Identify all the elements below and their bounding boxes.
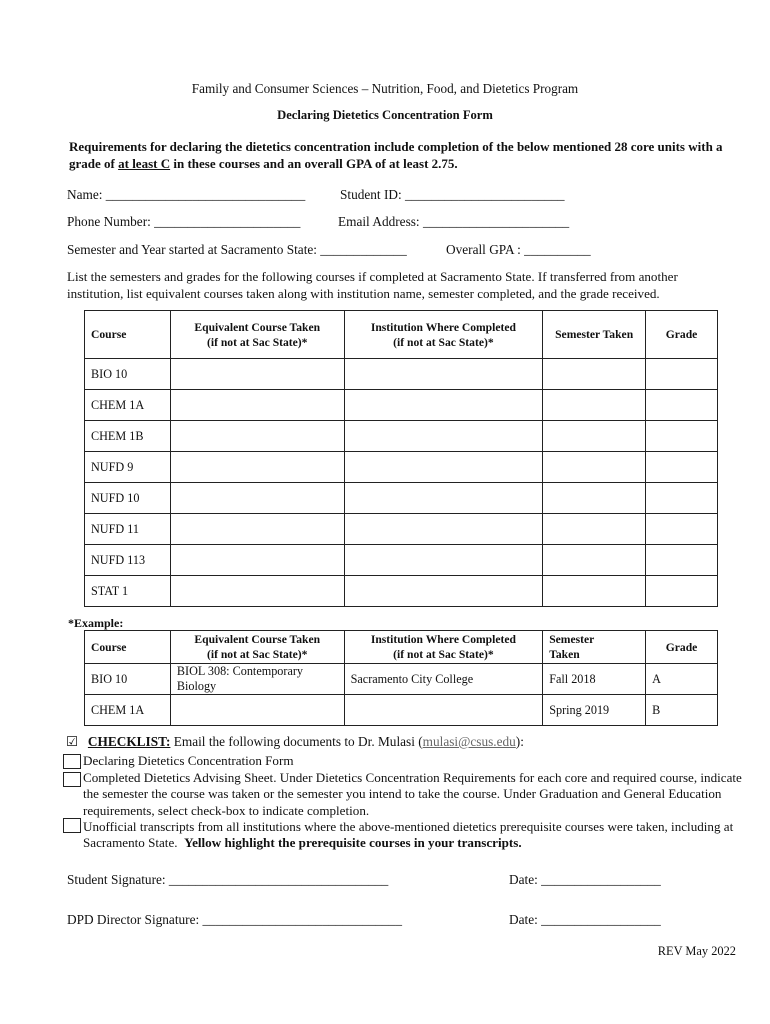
institution-cell[interactable] (344, 452, 543, 483)
example-table (84, 630, 718, 726)
phone-field[interactable]: Phone Number: ______________________ (67, 214, 301, 229)
example-grade-cell: A (646, 664, 718, 695)
checklist-intro: Email the following documents to Dr. Mulasi ( (170, 734, 423, 749)
example-col-institution (344, 631, 543, 664)
example-equivalent-line1: BIOL 308: Contemporary (176, 664, 304, 678)
course-cell: BIO 10 (85, 359, 171, 390)
example-course-cell: CHEM 1A (85, 695, 171, 726)
requirements-part2: in these courses and an overall GPA of at least 2.75. (170, 156, 458, 171)
col-institution-line2: (if not at Sac State)* (393, 335, 494, 349)
institution-cell[interactable] (344, 483, 543, 514)
course-cell: NUFD 113 (85, 545, 171, 576)
course-cell: CHEM 1A (85, 390, 171, 421)
semester-cell[interactable] (543, 514, 646, 545)
table-row (85, 421, 718, 452)
grade-cell[interactable] (646, 421, 718, 452)
equivalent-cell[interactable] (170, 421, 344, 452)
program-header: Family and Consumer Sciences – Nutrition, Food, and Dietetics Program (191, 81, 579, 96)
student-id-field[interactable]: Student ID: ________________________ (340, 187, 565, 202)
grade-cell[interactable] (646, 452, 718, 483)
checkbox-advising-sheet[interactable] (63, 772, 81, 787)
col-institution-line1: Institution Where Completed (370, 320, 516, 334)
checkbox-form[interactable] (63, 754, 81, 769)
requirements-part1: Requirements for declaring the dietetics concentration include completion of the below mentioned 28 core units with a grade of (69, 139, 723, 171)
example-col-equivalent-line2: (if not at Sac State)* (207, 648, 308, 661)
example-equivalent-line2: Biology (176, 679, 217, 693)
example-col-grade: Grade (646, 631, 718, 664)
col-equivalent (170, 311, 344, 359)
table-row (85, 545, 718, 576)
table-row (85, 359, 718, 390)
example-col-course: Course (85, 631, 171, 664)
semester-start-field[interactable]: Semester and Year started at Sacramento State: _____________ (67, 242, 407, 257)
example-table-header (85, 631, 718, 664)
example-semester-cell: Spring 2019 (543, 695, 646, 726)
example-equivalent-cell (170, 664, 344, 695)
course-cell: NUFD 10 (85, 483, 171, 514)
semester-cell[interactable] (543, 390, 646, 421)
checkbox-transcripts[interactable] (63, 818, 81, 833)
checklist-item-transcripts (83, 819, 743, 852)
checklist-label: CHECKLIST: (87, 734, 171, 749)
table-row (85, 452, 718, 483)
grade-cell[interactable] (646, 545, 718, 576)
example-col-semester-line2: Taken (549, 648, 580, 661)
semester-cell[interactable] (543, 421, 646, 452)
course-cell: STAT 1 (85, 576, 171, 607)
course-table (84, 310, 718, 607)
director-signature-line[interactable]: DPD Director Signature: ______________________________ (67, 912, 402, 927)
student-signature-line[interactable]: Student Signature: _________________________________ (67, 872, 389, 887)
institution-cell[interactable] (344, 576, 543, 607)
grade-cell[interactable] (646, 576, 718, 607)
institution-cell[interactable] (344, 421, 543, 452)
example-col-institution-line1: Institution Where Completed (370, 633, 516, 646)
semester-cell[interactable] (543, 483, 646, 514)
institution-cell[interactable] (344, 514, 543, 545)
course-table-header (85, 311, 718, 359)
checkmark-icon: ☑ (66, 734, 78, 749)
transcripts-text: Unofficial transcripts from all institutions where the above-mentioned dietetics prerequisite courses were taken, including at Sacramento State. (83, 819, 734, 851)
semester-cell[interactable] (543, 576, 646, 607)
example-institution-cell (344, 695, 543, 726)
equivalent-cell[interactable] (170, 483, 344, 514)
checklist-intro-end: ): (515, 734, 524, 749)
col-equivalent-line2: (if not at Sac State)* (207, 335, 308, 349)
equivalent-cell[interactable] (170, 514, 344, 545)
example-grade-cell: B (646, 695, 718, 726)
instructor-email-link[interactable]: mulasi@csus.edu (422, 734, 516, 749)
example-equivalent-cell (170, 695, 344, 726)
grade-cell[interactable] (646, 514, 718, 545)
table-row (85, 514, 718, 545)
grade-cell[interactable] (646, 390, 718, 421)
requirements-text (69, 138, 729, 172)
semester-cell[interactable] (543, 545, 646, 576)
table-row (85, 576, 718, 607)
example-semester-cell: Fall 2018 (543, 664, 646, 695)
form-title: Declaring Dietetics Concentration Form (277, 108, 493, 122)
checklist-heading (66, 734, 524, 750)
instructions-text: List the semesters and grades for the following courses if completed at Sacramento State. If transferred from another institution, list equivalent courses taken along with institution name, semester completed, and the grade received. (67, 269, 678, 301)
equivalent-cell[interactable] (170, 359, 344, 390)
example-col-institution-line2: (if not at Sac State)* (393, 648, 494, 661)
semester-cell[interactable] (543, 359, 646, 390)
director-date-line[interactable]: Date: __________________ (509, 912, 661, 927)
example-col-equivalent (170, 631, 344, 664)
email-field[interactable]: Email Address: ______________________ (338, 214, 570, 229)
student-date-line[interactable]: Date: __________________ (509, 872, 661, 887)
col-grade: Grade (646, 311, 718, 359)
equivalent-cell[interactable] (170, 545, 344, 576)
transcripts-highlight-note: Yellow highlight the prerequisite courses in your transcripts. (184, 835, 522, 851)
col-institution (344, 311, 543, 359)
col-equivalent-line1: Equivalent Course Taken (194, 320, 321, 334)
col-semester: Semester Taken (543, 311, 646, 359)
institution-cell[interactable] (344, 545, 543, 576)
course-cell: CHEM 1B (85, 421, 171, 452)
example-col-semester-line1: Semester (549, 633, 595, 646)
course-cell: NUFD 9 (85, 452, 171, 483)
grade-cell[interactable] (646, 359, 718, 390)
example-label: *Example: (68, 616, 124, 630)
checklist-item-advising-sheet: Completed Dietetics Advising Sheet. Under Dietetics Concentration Requirements for each core and required course, indicate the semester the course was taken or the semester you intend to take the course. Under Graduation and General Education requirements, select check-box to indicate completion. (83, 770, 742, 818)
equivalent-cell[interactable] (170, 576, 344, 607)
equivalent-cell[interactable] (170, 390, 344, 421)
table-row (85, 390, 718, 421)
example-col-semester (543, 631, 646, 664)
example-institution-cell: Sacramento City College (344, 664, 543, 695)
example-row (85, 695, 718, 726)
example-course-cell: BIO 10 (85, 664, 171, 695)
gpa-field[interactable]: Overall GPA : __________ (446, 242, 591, 257)
revision-date: REV May 2022 (657, 944, 736, 958)
example-col-equivalent-line1: Equivalent Course Taken (194, 633, 321, 646)
course-cell: NUFD 11 (85, 514, 171, 545)
col-course: Course (85, 311, 171, 359)
name-field[interactable]: Name: ______________________________ (67, 187, 306, 202)
semester-cell[interactable] (543, 452, 646, 483)
example-row (85, 664, 718, 695)
institution-cell[interactable] (344, 390, 543, 421)
table-row (85, 483, 718, 514)
equivalent-cell[interactable] (170, 452, 344, 483)
requirements-emphasis: at least C (118, 156, 171, 171)
institution-cell[interactable] (344, 359, 543, 390)
grade-cell[interactable] (646, 483, 718, 514)
checklist-item-form: Declaring Dietetics Concentration Form (83, 753, 294, 768)
